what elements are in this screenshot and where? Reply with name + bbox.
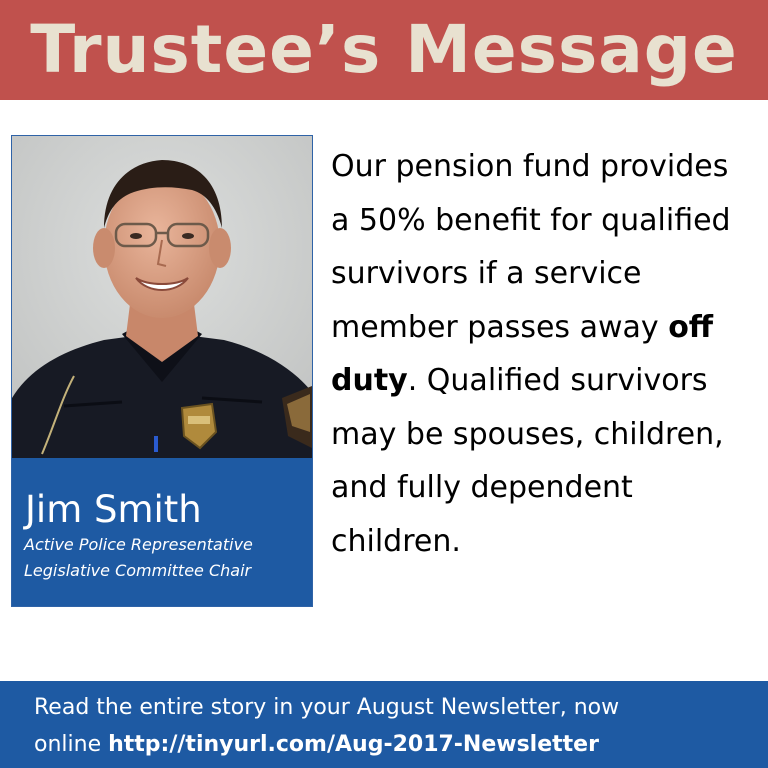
message-text-after: . Qualified survivors may be spouses, children, and fully dependent children. <box>331 363 724 559</box>
footer-prefix: online <box>34 732 109 757</box>
newsletter-link[interactable]: http://tinyurl.com/Aug-2017-Newsletter <box>108 732 599 757</box>
message-body <box>331 140 756 568</box>
trustee-role-secondary: Legislative Committee Chair <box>24 561 252 580</box>
page-title: Trustee’s Message <box>30 11 738 88</box>
header-banner <box>0 0 768 100</box>
footer-band <box>0 681 768 768</box>
message-emphasis: off duty <box>331 309 714 398</box>
profile-caption <box>12 458 312 606</box>
footer-line-1: Read the entire story in your August Newsletter, now <box>34 695 620 720</box>
message-text-before: Our pension fund provides a 50% benefit for qualified survivors if a service member passes away <box>331 149 731 345</box>
message-paragraph <box>331 140 756 568</box>
trustee-name: Jim Smith <box>25 488 202 531</box>
trustee-role-primary: Active Police Representative <box>24 535 253 554</box>
footer-line-2 <box>34 726 768 763</box>
portrait-illustration <box>12 136 312 458</box>
police-officer-portrait-icon <box>12 136 312 458</box>
profile-card <box>11 135 313 607</box>
